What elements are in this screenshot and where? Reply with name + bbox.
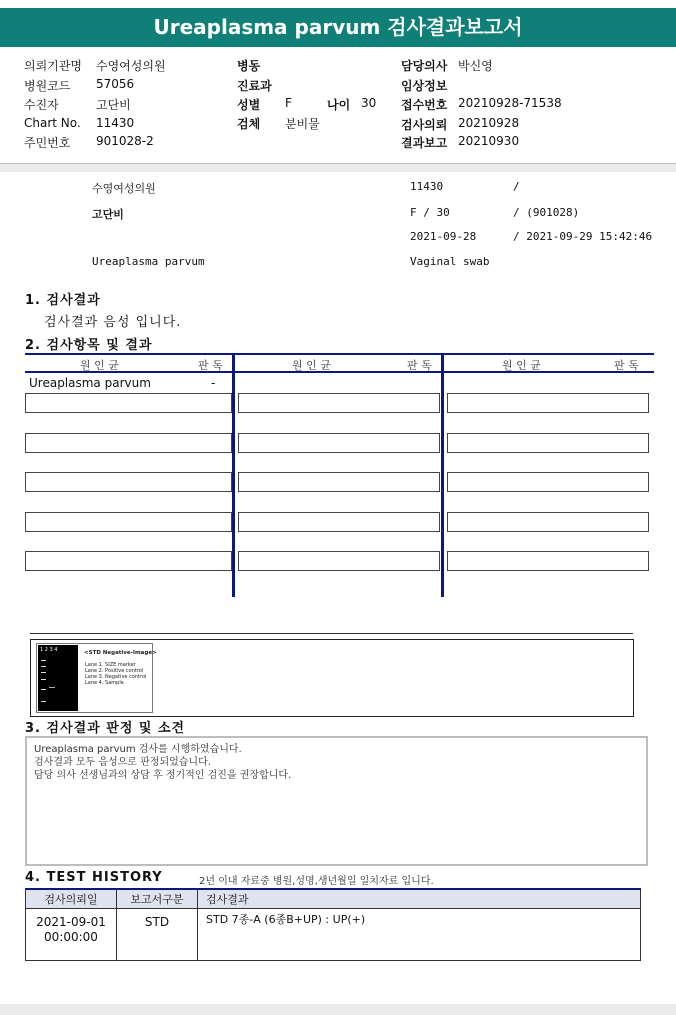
gel-band	[49, 687, 55, 688]
col2-judgement-header: 판 독	[407, 359, 432, 372]
comment-box	[25, 736, 648, 866]
result-box	[25, 472, 232, 492]
result-box	[25, 512, 232, 532]
history-date-cell	[26, 909, 117, 961]
comment-line-1: Ureaplasma parvum 검사를 시행하였습니다.	[34, 744, 242, 755]
hospital-code-value: 57056	[96, 77, 135, 91]
col3-pathogen-header: 원 인 균	[502, 359, 541, 372]
info-slash: /	[513, 180, 520, 193]
result-item-value: -	[211, 376, 216, 390]
result-item-name: Ureaplasma parvum	[29, 376, 151, 390]
section2-title: 2. 검사항목 및 결과	[25, 338, 153, 353]
header-band	[0, 164, 676, 172]
dept-label: 진료과	[237, 79, 272, 93]
history-col-date: 검사의뢰일	[26, 889, 117, 909]
receipt-label: 접수번호	[401, 98, 448, 112]
history-result: STD 7종-A (6종B+UP) : UP(+)	[198, 909, 641, 961]
result-box	[447, 551, 649, 571]
report-label: 결과보고	[401, 136, 448, 150]
comment-line-2: 검사결과 모두 음성으로 판정되었습니다.	[34, 757, 211, 768]
history-type: STD	[117, 909, 198, 961]
gel-band	[41, 666, 46, 667]
receipt-value: 20210928-71538	[458, 96, 562, 110]
history-table	[25, 888, 641, 961]
section3-title: 3. 검사결과 판정 및 소견	[25, 721, 186, 736]
col3-judgement-header: 판 독	[614, 359, 639, 372]
result-box	[447, 433, 649, 453]
gel-panel-top-rule	[30, 633, 633, 634]
result-box	[238, 393, 440, 413]
result-box	[25, 551, 232, 571]
patient-label: 수진자	[24, 98, 59, 112]
table-top-rule	[25, 353, 654, 355]
request-value: 20210928	[458, 116, 520, 130]
chart-value: 11430	[96, 116, 135, 130]
result-box	[238, 433, 440, 453]
history-row	[26, 909, 641, 961]
section1-result: 검사결과 음성 입니다.	[44, 315, 182, 330]
request-label: 검사의뢰	[401, 118, 448, 132]
patient-value: 고단비	[96, 98, 131, 112]
history-col-result: 검사결과	[198, 889, 641, 909]
chart-label: Chart No.	[24, 116, 81, 130]
info-specimen: Vaginal swab	[410, 255, 490, 268]
info-birth: / (901028)	[513, 206, 580, 219]
doctor-label: 담당의사	[401, 59, 448, 73]
info-chart: 11430	[410, 180, 444, 193]
comment-line-3: 담당 의사 선생님과의 상담 후 정기적인 검진을 권장합니다.	[34, 770, 292, 781]
column-divider-2	[441, 353, 444, 597]
hospital-code-label: 병원코드	[24, 79, 71, 93]
result-box	[447, 512, 649, 532]
result-box	[238, 551, 440, 571]
section1-title: 1. 검사결과	[25, 293, 101, 308]
history-date: 2021-09-01	[36, 915, 106, 929]
specimen-label: 검체	[237, 117, 261, 131]
gel-band	[41, 672, 46, 673]
sex-label: 성별	[237, 98, 261, 112]
gel-band	[41, 689, 46, 690]
id-label: 주민번호	[24, 136, 71, 150]
gel-image	[36, 643, 157, 713]
institution-label: 의뢰기관명	[24, 59, 82, 73]
institution-value: 수영여성의원	[96, 59, 166, 73]
gel-legend-1: Lane 1. SIZE marker	[85, 662, 136, 668]
result-box	[238, 512, 440, 532]
col2-pathogen-header: 원 인 균	[292, 359, 331, 372]
info-patient: 고단비	[92, 208, 124, 221]
info-clinic: 수영여성의원	[92, 182, 156, 195]
col1-judgement-header: 판 독	[198, 359, 223, 372]
clinical-info-label: 임상정보	[401, 79, 448, 93]
gel-legend-3: Lane 3. Negative control	[85, 674, 147, 680]
ward-label: 병동	[237, 59, 261, 73]
report-title: Ureaplasma parvum 검사결과보고서	[0, 8, 676, 47]
gel-band	[41, 660, 46, 661]
doctor-value: 박신영	[458, 59, 493, 73]
column-divider-1	[232, 353, 235, 597]
section4-title: 4. TEST HISTORY	[25, 870, 163, 885]
footer-band	[0, 1004, 676, 1015]
info-request-date: 2021-09-28	[410, 230, 477, 243]
result-box	[25, 433, 232, 453]
history-col-type: 보고서구분	[117, 889, 198, 909]
result-box	[447, 472, 649, 492]
gel-band	[41, 701, 46, 702]
gel-title: <STD Negative-Image>	[84, 650, 157, 656]
result-box	[25, 393, 232, 413]
id-value: 901028-2	[96, 134, 154, 148]
col1-pathogen-header: 원 인 균	[80, 359, 119, 372]
specimen-value: 분비물	[285, 117, 320, 131]
gel-band	[41, 679, 46, 680]
info-test-name: Ureaplasma parvum	[92, 255, 205, 268]
table-header-rule	[25, 371, 654, 373]
history-time: 00:00:00	[44, 930, 98, 944]
gel-lane-numbers: 1 2 3 4	[40, 647, 58, 653]
report-value: 20210930	[458, 134, 520, 148]
gel-legend-2: Lane 2. Positive control	[85, 668, 144, 674]
gel-legend-4: Lane 4. Sample	[85, 680, 124, 686]
result-box	[447, 393, 649, 413]
info-report-datetime: / 2021-09-29 15:42:46	[513, 230, 653, 243]
section4-note: 2년 이내 자료중 병원,성명,생년월일 일치자료 입니다.	[199, 876, 434, 887]
age-value: 30	[361, 96, 377, 110]
sex-value: F	[285, 96, 292, 110]
age-label: 나이	[327, 98, 351, 112]
result-box	[238, 472, 440, 492]
info-sex-age: F / 30	[410, 206, 450, 219]
